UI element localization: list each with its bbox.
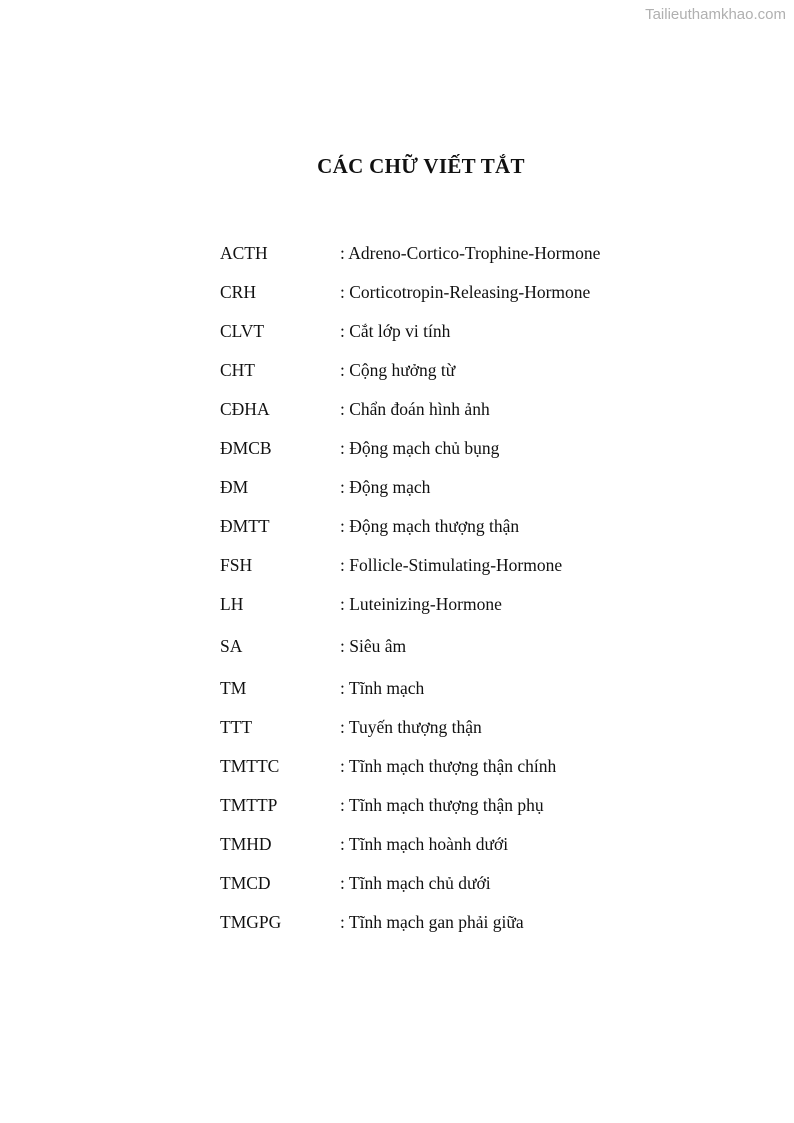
abbreviation-definition: : Tĩnh mạch gan phải giữa xyxy=(340,912,524,932)
abbreviation-row xyxy=(220,550,740,589)
abbreviation-row xyxy=(220,511,740,550)
abbreviation-definition: : Chẩn đoán hình ảnh xyxy=(340,399,490,419)
abbreviation-definition: : Động mạch xyxy=(340,477,431,497)
abbreviation-definition: : Tĩnh mạch chủ dưới xyxy=(340,873,491,893)
abbreviation-term: LH xyxy=(220,594,244,614)
abbreviation-term: SA xyxy=(220,636,243,656)
abbreviation-row xyxy=(220,589,740,631)
abbreviation-definition: : Tĩnh mạch hoành dưới xyxy=(340,834,509,854)
abbreviation-definition: : Adreno-Cortico-Trophine-Hormone xyxy=(340,243,601,263)
abbreviation-row xyxy=(220,631,740,673)
abbreviation-term: ĐMCB xyxy=(220,438,272,458)
abbreviation-definition: : Tuyến thượng thận xyxy=(340,717,482,737)
abbreviation-row xyxy=(220,238,740,277)
abbreviation-term: ĐMTT xyxy=(220,516,270,536)
abbreviation-term: ACTH xyxy=(220,243,268,263)
abbreviation-definition: : Tĩnh mạch thượng thận phụ xyxy=(340,795,544,815)
abbreviation-row xyxy=(220,277,740,316)
abbreviation-row xyxy=(220,868,740,907)
abbreviation-row xyxy=(220,712,740,751)
abbreviation-definition: : Động mạch chủ bụng xyxy=(340,438,500,458)
abbreviation-definition: : Follicle-Stimulating-Hormone xyxy=(340,555,563,575)
abbreviation-term: CLVT xyxy=(220,321,265,341)
abbreviation-row xyxy=(220,394,740,433)
abbreviation-definition: : Luteinizing-Hormone xyxy=(340,594,502,614)
abbreviation-term: TMGPG xyxy=(220,912,282,932)
abbreviation-definition: : Tĩnh mạch xyxy=(340,678,425,698)
abbreviation-row xyxy=(220,433,740,472)
page-title: CÁC CHỮ VIẾT TẮT xyxy=(317,154,525,178)
abbreviation-row xyxy=(220,316,740,355)
abbreviation-list xyxy=(220,238,740,946)
abbreviation-term: CHT xyxy=(220,360,255,380)
abbreviation-row xyxy=(220,751,740,790)
abbreviation-row xyxy=(220,790,740,829)
abbreviation-row xyxy=(220,907,740,946)
abbreviation-definition: : Cắt lớp vi tính xyxy=(340,321,451,341)
abbreviation-definition: : Corticotropin-Releasing-Hormone xyxy=(340,282,591,302)
abbreviation-definition: : Động mạch thượng thận xyxy=(340,516,520,536)
abbreviation-definition: : Cộng hưởng từ xyxy=(340,360,456,380)
abbreviation-term: TTT xyxy=(220,717,253,737)
abbreviation-term: CRH xyxy=(220,282,256,302)
abbreviation-term: TMTTC xyxy=(220,756,280,776)
abbreviation-row xyxy=(220,829,740,868)
abbreviation-term: CĐHA xyxy=(220,399,270,419)
abbreviation-definition: : Tĩnh mạch thượng thận chính xyxy=(340,756,557,776)
abbreviation-term: TMCD xyxy=(220,873,271,893)
abbreviation-term: ĐM xyxy=(220,477,249,497)
abbreviation-term: FSH xyxy=(220,555,253,575)
abbreviation-definition: : Siêu âm xyxy=(340,636,407,656)
watermark: Tailieuthamkhao.com xyxy=(645,6,786,23)
abbreviation-term: TMTTP xyxy=(220,795,278,815)
abbreviation-row xyxy=(220,355,740,394)
abbreviation-row xyxy=(220,673,740,712)
abbreviation-term: TMHD xyxy=(220,834,272,854)
abbreviation-row xyxy=(220,472,740,511)
abbreviation-term: TM xyxy=(220,678,247,698)
